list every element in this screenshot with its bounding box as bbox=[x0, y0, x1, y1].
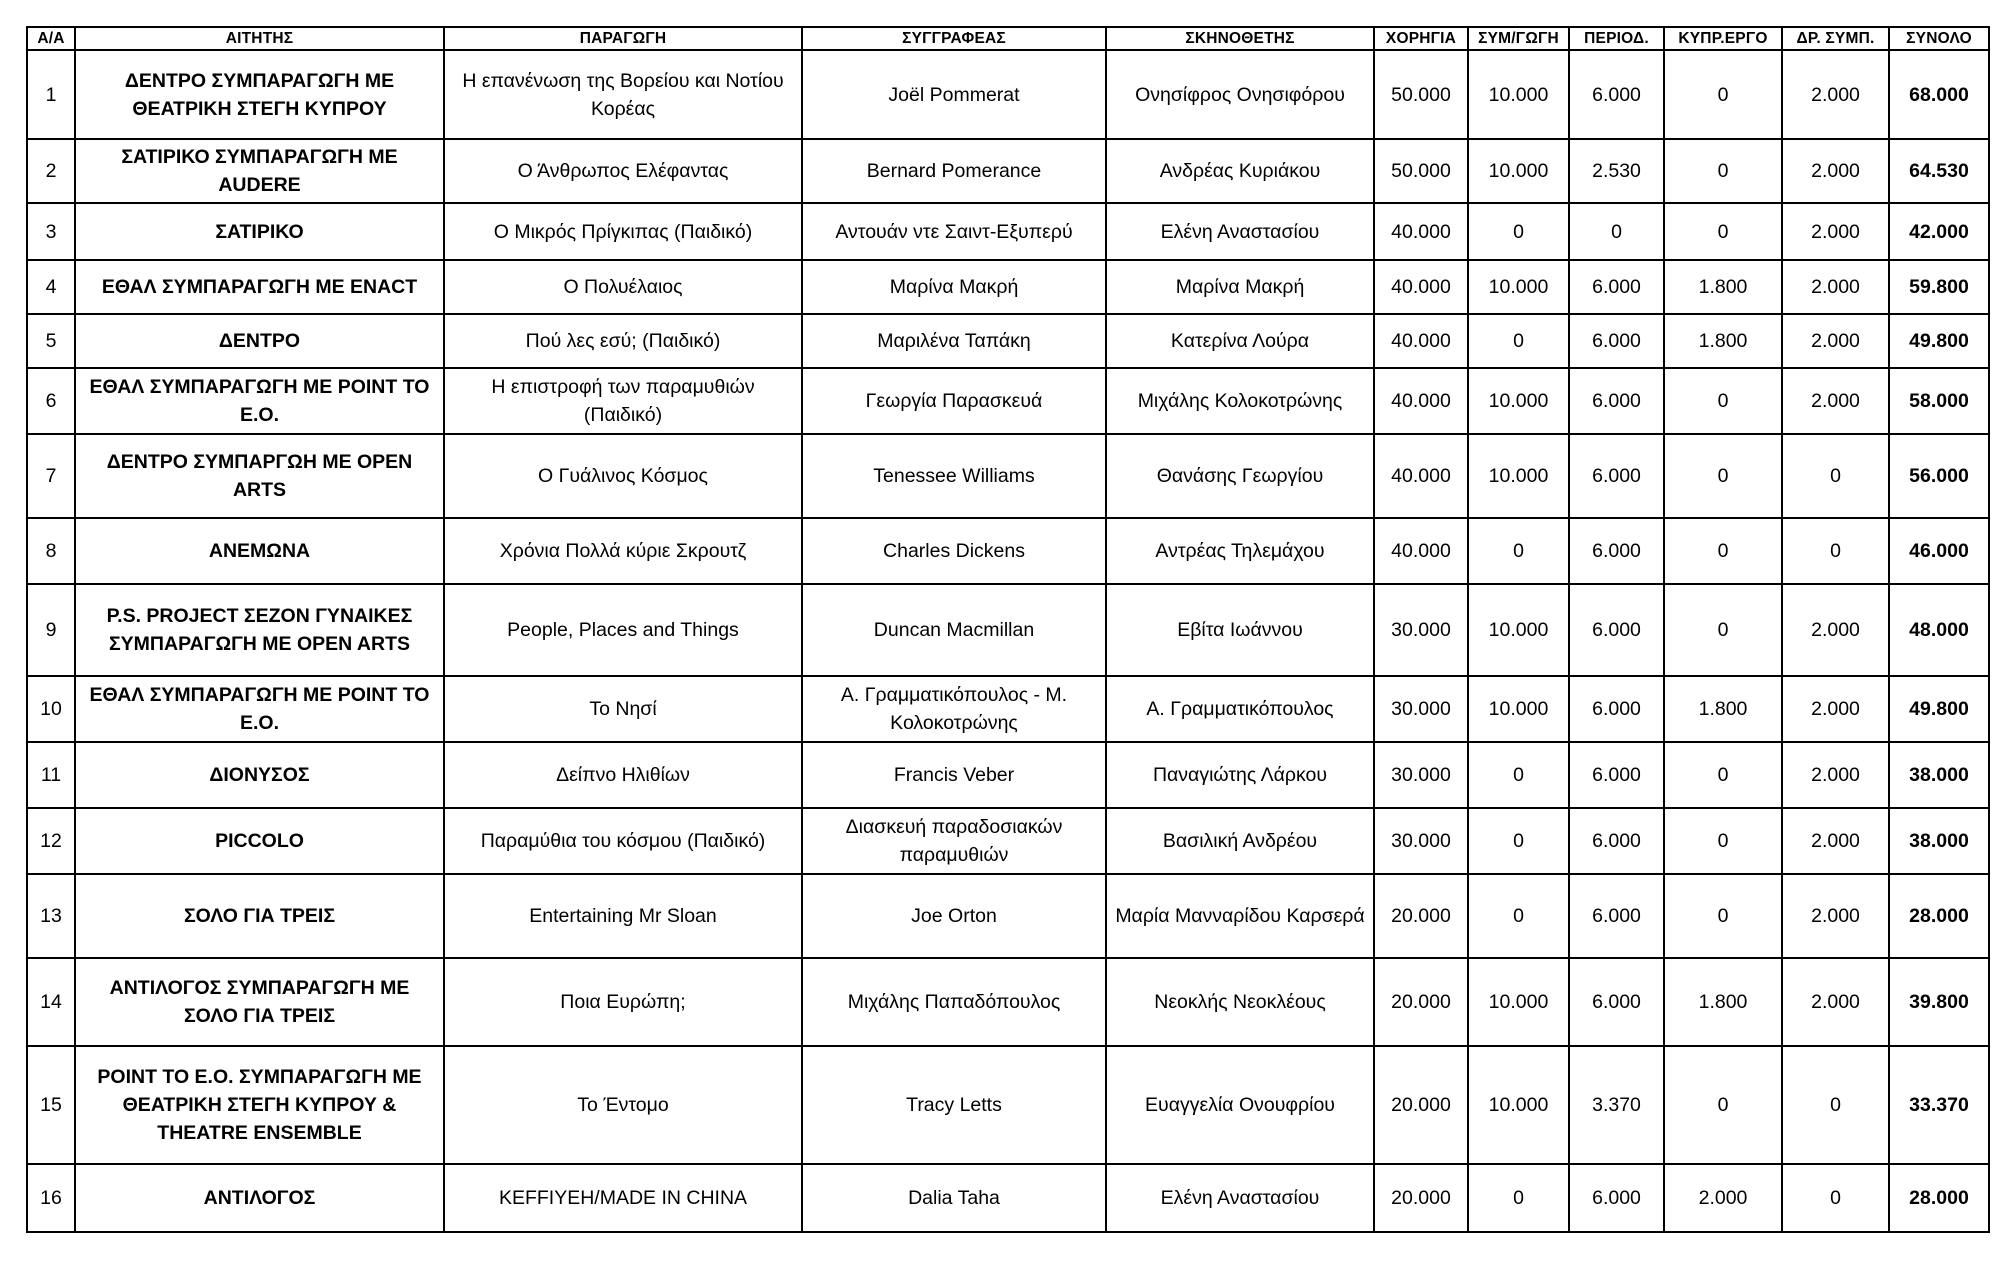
director-cell: Ελένη Αναστασίου bbox=[1106, 203, 1374, 260]
table-row bbox=[27, 139, 1989, 203]
row-number-cell: 6 bbox=[27, 368, 75, 434]
sponsorship-cell: 30.000 bbox=[1374, 742, 1468, 808]
tour-cell: 0 bbox=[1569, 203, 1664, 260]
director-cell: Μαρία Μανναρίδου Καρσερά bbox=[1106, 874, 1374, 958]
coop-actions-cell: 2.000 bbox=[1782, 260, 1889, 314]
applicant-cell: ΑΝΤΙΛΟΓΟΣ ΣΥΜΠΑΡΑΓΩΓΗ ΜΕ ΣΟΛΟ ΓΙΑ ΤΡΕΙΣ bbox=[75, 958, 444, 1046]
tour-cell: 6.000 bbox=[1569, 874, 1664, 958]
writer-cell: Μιχάλης Παπαδόπουλος bbox=[802, 958, 1106, 1046]
tour-cell: 6.000 bbox=[1569, 368, 1664, 434]
applicant-cell: ΕΘΑΛ ΣΥΜΠΑΡΑΓΩΓΗ ΜΕ ENACT bbox=[75, 260, 444, 314]
header-coop-actions: ΔΡ. ΣΥΜΠ. bbox=[1782, 27, 1889, 50]
header-tour: ΠΕΡΙΟΔ. bbox=[1569, 27, 1664, 50]
applicant-cell: ΔΕΝΤΡΟ bbox=[75, 314, 444, 368]
row-number-cell: 2 bbox=[27, 139, 75, 203]
grants-table-container bbox=[26, 26, 1988, 1233]
sponsorship-cell: 40.000 bbox=[1374, 260, 1468, 314]
sponsorship-cell: 40.000 bbox=[1374, 203, 1468, 260]
sponsorship-cell: 40.000 bbox=[1374, 368, 1468, 434]
director-cell: Ελένη Αναστασίου bbox=[1106, 1164, 1374, 1232]
applicant-cell: ΑΝΕΜΩΝΑ bbox=[75, 518, 444, 584]
coproduction-cell: 10.000 bbox=[1468, 676, 1569, 742]
production-cell: Το Έντομο bbox=[444, 1046, 802, 1164]
production-cell: Ο Άνθρωπος Ελέφαντας bbox=[444, 139, 802, 203]
applicant-cell: ΕΘΑΛ ΣΥΜΠΑΡΑΓΩΓΗ ΜΕ POINT TO E.O. bbox=[75, 368, 444, 434]
tour-cell: 6.000 bbox=[1569, 742, 1664, 808]
writer-cell: Joël Pommerat bbox=[802, 50, 1106, 139]
writer-cell: Αντουάν ντε Σαιντ-Εξυπερύ bbox=[802, 203, 1106, 260]
tour-cell: 6.000 bbox=[1569, 584, 1664, 676]
sponsorship-cell: 20.000 bbox=[1374, 874, 1468, 958]
writer-cell: Διασκευή παραδοσιακών παραμυθιών bbox=[802, 808, 1106, 874]
production-cell: Entertaining Mr Sloan bbox=[444, 874, 802, 958]
sponsorship-cell: 30.000 bbox=[1374, 808, 1468, 874]
coop-actions-cell: 2.000 bbox=[1782, 139, 1889, 203]
cypriot-work-cell: 0 bbox=[1664, 203, 1782, 260]
table-row bbox=[27, 742, 1989, 808]
director-cell: Βασιλική Ανδρέου bbox=[1106, 808, 1374, 874]
coop-actions-cell: 2.000 bbox=[1782, 676, 1889, 742]
coop-actions-cell: 2.000 bbox=[1782, 314, 1889, 368]
coproduction-cell: 10.000 bbox=[1468, 368, 1569, 434]
coproduction-cell: 10.000 bbox=[1468, 50, 1569, 139]
sponsorship-cell: 30.000 bbox=[1374, 676, 1468, 742]
applicant-cell: ΣΑΤΙΡΙΚΟ bbox=[75, 203, 444, 260]
director-cell: Μιχάλης Κολοκοτρώνης bbox=[1106, 368, 1374, 434]
applicant-cell: ΕΘΑΛ ΣΥΜΠΑΡΑΓΩΓΗ ΜΕ POINT TO E.O. bbox=[75, 676, 444, 742]
coproduction-cell: 0 bbox=[1468, 742, 1569, 808]
table-row bbox=[27, 368, 1989, 434]
table-row bbox=[27, 874, 1989, 958]
writer-cell: Α. Γραμματικόπουλος - Μ. Κολοκοτρώνης bbox=[802, 676, 1106, 742]
total-cell: 59.800 bbox=[1889, 260, 1989, 314]
production-cell: Παραμύθια του κόσμου (Παιδικό) bbox=[444, 808, 802, 874]
production-cell: Ο Μικρός Πρίγκιπας (Παιδικό) bbox=[444, 203, 802, 260]
production-cell: Ποια Ευρώπη; bbox=[444, 958, 802, 1046]
coop-actions-cell: 0 bbox=[1782, 1046, 1889, 1164]
director-cell: Εβίτα Ιωάννου bbox=[1106, 584, 1374, 676]
coop-actions-cell: 2.000 bbox=[1782, 584, 1889, 676]
row-number-cell: 14 bbox=[27, 958, 75, 1046]
coproduction-cell: 0 bbox=[1468, 203, 1569, 260]
director-cell: Αντρέας Τηλεμάχου bbox=[1106, 518, 1374, 584]
cypriot-work-cell: 0 bbox=[1664, 518, 1782, 584]
header-writer: ΣΥΓΓΡΑΦΕΑΣ bbox=[802, 27, 1106, 50]
row-number-cell: 4 bbox=[27, 260, 75, 314]
director-cell: Θανάσης Γεωργίου bbox=[1106, 434, 1374, 518]
table-header bbox=[27, 27, 1989, 50]
coproduction-cell: 10.000 bbox=[1468, 1046, 1569, 1164]
writer-cell: Γεωργία Παρασκευά bbox=[802, 368, 1106, 434]
applicant-cell: ΑΝΤΙΛΟΓΟΣ bbox=[75, 1164, 444, 1232]
row-number-cell: 16 bbox=[27, 1164, 75, 1232]
coop-actions-cell: 0 bbox=[1782, 518, 1889, 584]
coop-actions-cell: 2.000 bbox=[1782, 874, 1889, 958]
row-number-cell: 10 bbox=[27, 676, 75, 742]
writer-cell: Bernard Pomerance bbox=[802, 139, 1106, 203]
row-number-cell: 7 bbox=[27, 434, 75, 518]
sponsorship-cell: 20.000 bbox=[1374, 958, 1468, 1046]
table-row bbox=[27, 808, 1989, 874]
coproduction-cell: 0 bbox=[1468, 314, 1569, 368]
header-row bbox=[27, 27, 1989, 50]
table-row bbox=[27, 676, 1989, 742]
coop-actions-cell: 2.000 bbox=[1782, 50, 1889, 139]
cypriot-work-cell: 0 bbox=[1664, 742, 1782, 808]
applicant-cell: ΣΑΤΙΡΙΚΟ ΣΥΜΠΑΡΑΓΩΓΗ ΜΕ AUDERE bbox=[75, 139, 444, 203]
sponsorship-cell: 50.000 bbox=[1374, 50, 1468, 139]
production-cell: Ο Πολυέλαιος bbox=[444, 260, 802, 314]
coproduction-cell: 0 bbox=[1468, 808, 1569, 874]
coop-actions-cell: 0 bbox=[1782, 434, 1889, 518]
header-total: ΣΥΝΟΛΟ bbox=[1889, 27, 1989, 50]
cypriot-work-cell: 0 bbox=[1664, 1046, 1782, 1164]
production-cell: Πού λες εσύ; (Παιδικό) bbox=[444, 314, 802, 368]
tour-cell: 2.530 bbox=[1569, 139, 1664, 203]
sponsorship-cell: 30.000 bbox=[1374, 584, 1468, 676]
row-number-cell: 8 bbox=[27, 518, 75, 584]
writer-cell: Francis Veber bbox=[802, 742, 1106, 808]
total-cell: 58.000 bbox=[1889, 368, 1989, 434]
row-number-cell: 1 bbox=[27, 50, 75, 139]
total-cell: 39.800 bbox=[1889, 958, 1989, 1046]
coop-actions-cell: 0 bbox=[1782, 1164, 1889, 1232]
tour-cell: 6.000 bbox=[1569, 676, 1664, 742]
tour-cell: 6.000 bbox=[1569, 50, 1664, 139]
header-coproduction: ΣΥΜ/ΓΩΓΗ bbox=[1468, 27, 1569, 50]
director-cell: Κατερίνα Λούρα bbox=[1106, 314, 1374, 368]
row-number-cell: 3 bbox=[27, 203, 75, 260]
tour-cell: 6.000 bbox=[1569, 314, 1664, 368]
director-cell: Ευαγγελία Ονουφρίου bbox=[1106, 1046, 1374, 1164]
header-director: ΣΚΗΝΟΘΕΤΗΣ bbox=[1106, 27, 1374, 50]
cypriot-work-cell: 2.000 bbox=[1664, 1164, 1782, 1232]
header-sponsorship: ΧΟΡΗΓΙΑ bbox=[1374, 27, 1468, 50]
writer-cell: Tenessee Williams bbox=[802, 434, 1106, 518]
table-row bbox=[27, 260, 1989, 314]
writer-cell: Tracy Letts bbox=[802, 1046, 1106, 1164]
writer-cell: Joe Orton bbox=[802, 874, 1106, 958]
header-cypriot-work: ΚΥΠΡ.ΕΡΓΟ bbox=[1664, 27, 1782, 50]
production-cell: Δείπνο Ηλιθίων bbox=[444, 742, 802, 808]
total-cell: 46.000 bbox=[1889, 518, 1989, 584]
cypriot-work-cell: 1.800 bbox=[1664, 314, 1782, 368]
sponsorship-cell: 40.000 bbox=[1374, 434, 1468, 518]
production-cell: KEFFIYEH/MADE IN CHINA bbox=[444, 1164, 802, 1232]
applicant-cell: PICCOLO bbox=[75, 808, 444, 874]
grants-table bbox=[26, 26, 1990, 1233]
coop-actions-cell: 2.000 bbox=[1782, 958, 1889, 1046]
writer-cell: Μαριλένα Ταπάκη bbox=[802, 314, 1106, 368]
cypriot-work-cell: 1.800 bbox=[1664, 260, 1782, 314]
tour-cell: 3.370 bbox=[1569, 1046, 1664, 1164]
production-cell: Η επανένωση της Βορείου και Νοτίου Κορέας bbox=[444, 50, 802, 139]
cypriot-work-cell: 0 bbox=[1664, 434, 1782, 518]
writer-cell: Charles Dickens bbox=[802, 518, 1106, 584]
coproduction-cell: 0 bbox=[1468, 874, 1569, 958]
applicant-cell: ΣΟΛΟ ΓΙΑ ΤΡΕΙΣ bbox=[75, 874, 444, 958]
coproduction-cell: 10.000 bbox=[1468, 434, 1569, 518]
production-cell: Χρόνια Πολλά κύριε Σκρουτζ bbox=[444, 518, 802, 584]
header-aa: Α/Α bbox=[27, 27, 75, 50]
writer-cell: Dalia Taha bbox=[802, 1164, 1106, 1232]
director-cell: Α. Γραμματικόπουλος bbox=[1106, 676, 1374, 742]
table-row bbox=[27, 1046, 1989, 1164]
coproduction-cell: 10.000 bbox=[1468, 139, 1569, 203]
sponsorship-cell: 40.000 bbox=[1374, 518, 1468, 584]
sponsorship-cell: 40.000 bbox=[1374, 314, 1468, 368]
total-cell: 56.000 bbox=[1889, 434, 1989, 518]
cypriot-work-cell: 0 bbox=[1664, 808, 1782, 874]
table-row bbox=[27, 958, 1989, 1046]
total-cell: 42.000 bbox=[1889, 203, 1989, 260]
row-number-cell: 5 bbox=[27, 314, 75, 368]
tour-cell: 6.000 bbox=[1569, 260, 1664, 314]
cypriot-work-cell: 0 bbox=[1664, 139, 1782, 203]
total-cell: 38.000 bbox=[1889, 808, 1989, 874]
coop-actions-cell: 2.000 bbox=[1782, 203, 1889, 260]
table-row bbox=[27, 518, 1989, 584]
production-cell: Η επιστροφή των παραμυθιών (Παιδικό) bbox=[444, 368, 802, 434]
coproduction-cell: 10.000 bbox=[1468, 958, 1569, 1046]
row-number-cell: 9 bbox=[27, 584, 75, 676]
total-cell: 64.530 bbox=[1889, 139, 1989, 203]
cypriot-work-cell: 0 bbox=[1664, 368, 1782, 434]
applicant-cell: ΔΕΝΤΡΟ ΣΥΜΠΑΡΓΩΗ ΜΕ OPEN ARTS bbox=[75, 434, 444, 518]
tour-cell: 6.000 bbox=[1569, 434, 1664, 518]
tour-cell: 6.000 bbox=[1569, 808, 1664, 874]
coproduction-cell: 10.000 bbox=[1468, 584, 1569, 676]
total-cell: 48.000 bbox=[1889, 584, 1989, 676]
cypriot-work-cell: 1.800 bbox=[1664, 676, 1782, 742]
total-cell: 68.000 bbox=[1889, 50, 1989, 139]
total-cell: 33.370 bbox=[1889, 1046, 1989, 1164]
coop-actions-cell: 2.000 bbox=[1782, 742, 1889, 808]
coproduction-cell: 0 bbox=[1468, 518, 1569, 584]
coop-actions-cell: 2.000 bbox=[1782, 808, 1889, 874]
total-cell: 28.000 bbox=[1889, 1164, 1989, 1232]
applicant-cell: POINT TO E.O. ΣΥΜΠΑΡΑΓΩΓΗ ΜΕ ΘΕΑΤΡΙΚΗ ΣΤΕΓΗ ΚΥΠΡΟΥ & THEATRE ENSEMBLE bbox=[75, 1046, 444, 1164]
row-number-cell: 13 bbox=[27, 874, 75, 958]
tour-cell: 6.000 bbox=[1569, 1164, 1664, 1232]
writer-cell: Duncan Macmillan bbox=[802, 584, 1106, 676]
table-row bbox=[27, 203, 1989, 260]
coproduction-cell: 0 bbox=[1468, 1164, 1569, 1232]
row-number-cell: 12 bbox=[27, 808, 75, 874]
sponsorship-cell: 50.000 bbox=[1374, 139, 1468, 203]
cypriot-work-cell: 0 bbox=[1664, 874, 1782, 958]
total-cell: 38.000 bbox=[1889, 742, 1989, 808]
table-row bbox=[27, 1164, 1989, 1232]
coproduction-cell: 10.000 bbox=[1468, 260, 1569, 314]
applicant-cell: P.S. PROJECT ΣΕΖΟΝ ΓΥΝΑΙΚΕΣ ΣΥΜΠΑΡΑΓΩΓΗ ΜΕ OPEN ARTS bbox=[75, 584, 444, 676]
director-cell: Μαρίνα Μακρή bbox=[1106, 260, 1374, 314]
row-number-cell: 11 bbox=[27, 742, 75, 808]
writer-cell: Μαρίνα Μακρή bbox=[802, 260, 1106, 314]
total-cell: 28.000 bbox=[1889, 874, 1989, 958]
table-row bbox=[27, 584, 1989, 676]
sponsorship-cell: 20.000 bbox=[1374, 1164, 1468, 1232]
table-body bbox=[27, 50, 1989, 1232]
production-cell: People, Places and Things bbox=[444, 584, 802, 676]
production-cell: Το Νησί bbox=[444, 676, 802, 742]
director-cell: Παναγιώτης Λάρκου bbox=[1106, 742, 1374, 808]
header-applicant: ΑΙΤΗΤΗΣ bbox=[75, 27, 444, 50]
table-row bbox=[27, 50, 1989, 139]
production-cell: Ο Γυάλινος Κόσμος bbox=[444, 434, 802, 518]
director-cell: Ονησίφρος Ονησιφόρου bbox=[1106, 50, 1374, 139]
cypriot-work-cell: 0 bbox=[1664, 584, 1782, 676]
director-cell: Ανδρέας Κυριάκου bbox=[1106, 139, 1374, 203]
header-production: ΠΑΡΑΓΩΓΗ bbox=[444, 27, 802, 50]
table-row bbox=[27, 314, 1989, 368]
row-number-cell: 15 bbox=[27, 1046, 75, 1164]
applicant-cell: ΔΙΟΝΥΣΟΣ bbox=[75, 742, 444, 808]
director-cell: Νεοκλής Νεοκλέους bbox=[1106, 958, 1374, 1046]
tour-cell: 6.000 bbox=[1569, 518, 1664, 584]
coop-actions-cell: 2.000 bbox=[1782, 368, 1889, 434]
total-cell: 49.800 bbox=[1889, 314, 1989, 368]
cypriot-work-cell: 0 bbox=[1664, 50, 1782, 139]
tour-cell: 6.000 bbox=[1569, 958, 1664, 1046]
cypriot-work-cell: 1.800 bbox=[1664, 958, 1782, 1046]
applicant-cell: ΔΕΝΤΡΟ ΣΥΜΠΑΡΑΓΩΓΗ ΜΕ ΘΕΑΤΡΙΚΗ ΣΤΕΓΗ ΚΥΠΡΟΥ bbox=[75, 50, 444, 139]
total-cell: 49.800 bbox=[1889, 676, 1989, 742]
table-row bbox=[27, 434, 1989, 518]
sponsorship-cell: 20.000 bbox=[1374, 1046, 1468, 1164]
